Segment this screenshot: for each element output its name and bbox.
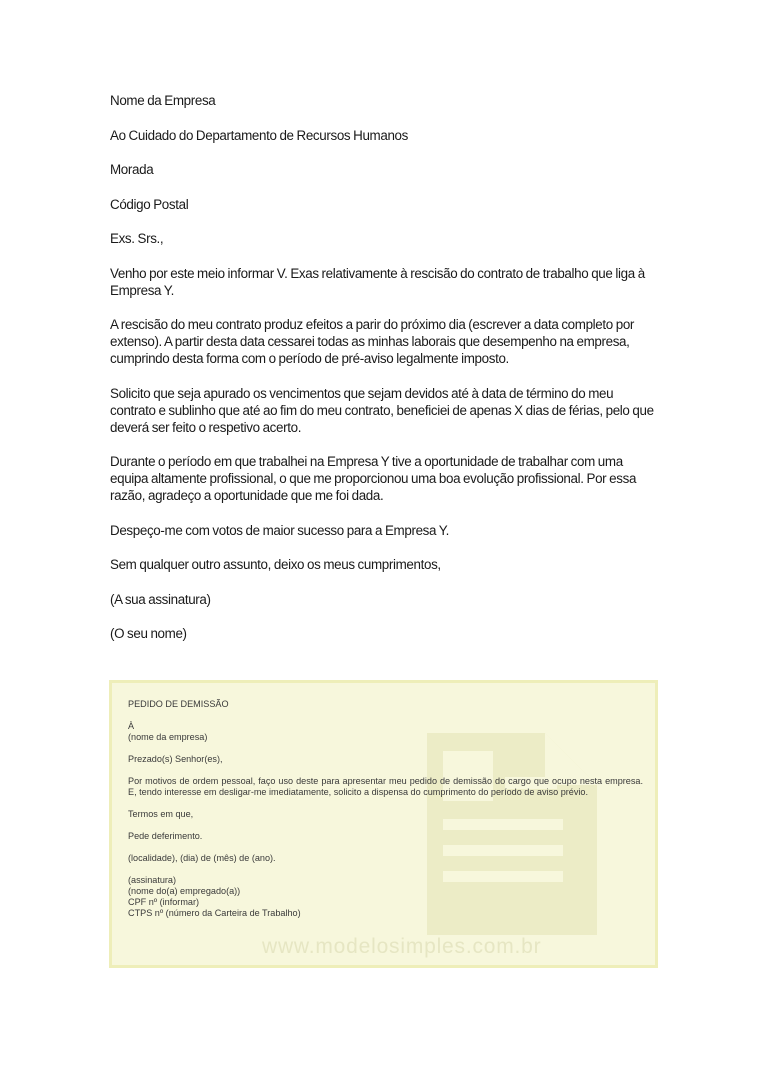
template-greeting: Prezado(s) Senhor(es),: [128, 754, 223, 764]
template-title: PEDIDO DE DEMISSÃO: [128, 699, 229, 709]
template-to: À: [128, 721, 135, 731]
name-placeholder: (O seu nome): [110, 626, 187, 641]
template-text: [128, 699, 643, 919]
template-terms: Termos em que,: [128, 809, 194, 819]
paragraph-payment: Solicito que seja apurado os vencimentos que sejam devidos até à data de término do meu contrato e sublinho que até ao fim do meu contrato, beneficiei de apenas X dias de férias, pelo que deverá ser feito o respetivo acerto.: [110, 385, 654, 435]
template-cpf: CPF nº (informar): [128, 897, 200, 907]
signature-placeholder: (A sua assinatura): [110, 591, 211, 607]
template-request: Pede deferimento.: [128, 831, 203, 841]
template-ctps: CTPS nº (número da Carteira de Trabalho): [128, 908, 301, 918]
watermark-url: www.modelosimples.com.br: [262, 935, 542, 958]
paragraph-gratitude: Durante o período em que trabalhei na Empresa Y tive a oportunidade de trabalhar com uma equipa altamente profissional, o que me proporcionou uma boa evolução profissional. Por essa razão, agradeço a oportunidade que me foi dada.: [110, 454, 637, 503]
address-line: Morada: [110, 162, 154, 177]
company-name: Nome da Empresa: [110, 93, 216, 108]
farewell-line: Despeço-me com votos de maior sucesso para a Empresa Y.: [110, 522, 449, 538]
resignation-letter: [110, 92, 658, 642]
closing-line: Sem qualquer outro assunto, deixo os meus cumprimentos,: [110, 557, 441, 572]
attention-line: Ao Cuidado do Departamento de Recursos Humanos: [110, 127, 408, 143]
resignation-template-image: [109, 680, 658, 968]
salutation: Exs. Srs.,: [110, 231, 164, 246]
paragraph-intro: Venho por este meio informar V. Exas relativamente à rescisão do contrato de trabalho que liga à Empresa Y.: [110, 265, 645, 298]
paragraph-termination-date: A rescisão do meu contrato produz efeitos a parir do próximo dia (escrever a data completo por extenso). A partir desta data cessarei todas as minhas laborais que desempenho na empresa, cumprindo desta forma com o período de pré-aviso legalmente imposto.: [110, 317, 635, 366]
template-body: Por motivos de ordem pessoal, faço uso deste para apresentar meu pedido de demissão do cargo que ocupo nesta empresa. E, tendo interesse em desligar-me imediatamente, solicito a dispensa do cumprimento do período de aviso prévio.: [128, 776, 643, 797]
template-signature: (assinatura): [128, 875, 177, 885]
template-company: (nome da empresa): [128, 732, 208, 742]
template-employee-name: (nome do(a) empregado(a)): [128, 886, 241, 896]
postal-code-line: Código Postal: [110, 196, 189, 212]
template-date-line: (localidade), (dia) de (mês) de (ano).: [128, 853, 276, 863]
